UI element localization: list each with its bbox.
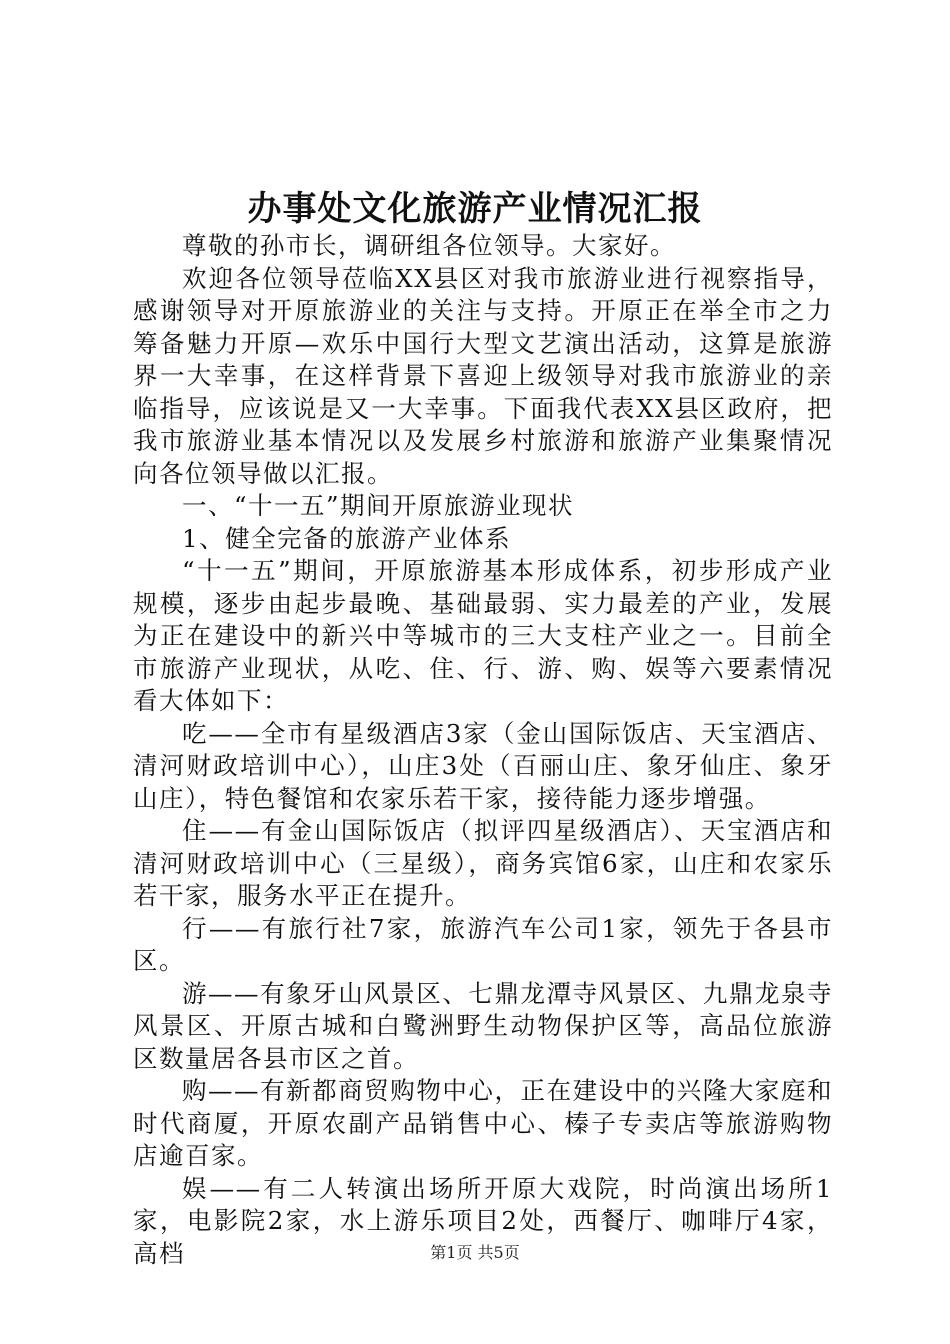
page-footer: 第1页 共5页 (430, 1243, 520, 1262)
document-body (133, 230, 833, 1270)
paragraph-entertainment: 娱——有二人转演出场所开原大戏院，时尚演出场所1家，电影院2家，水上游乐项目2处，西餐厅、咖啡厅4家，高档 (133, 1173, 833, 1268)
paragraph-stay: 住——有金山国际饭店（拟评四星级酒店）、天宝酒店和清河财政培训中心（三星级），商务宾馆6家，山庄和农家乐若干家，服务水平正在提升。 (133, 816, 833, 910)
paragraph-greeting: 尊敬的孙市长，调研组各位领导。大家好。 (182, 231, 676, 260)
paragraph-travel: 行——有旅行社7家，旅游汽车公司1家，领先于各县市区。 (133, 913, 833, 975)
document-title: 办事处文化旅游产业情况汇报 (247, 189, 703, 229)
section-heading-1: 一、“十一五”期间开原旅游业现状 (182, 491, 575, 520)
paragraph-tour: 游——有象牙山风景区、七鼎龙潭寺风景区、九鼎龙泉寺风景区、开原古城和白鹭洲野生动物保护区等，高品位旅游区数量居各县市区之首。 (133, 978, 833, 1073)
paragraph-overview: “十一五”期间，开原旅游基本形成体系，初步形成产业规模，逐步由起步最晚、基础最弱、实力最差的产业，发展为正在建设中的新兴中等城市的三大支柱产业之一。目前全市旅游产业现状，从吃、住、行、游、购、娱等六要素情况看大体如下： (133, 556, 833, 715)
paragraph-eat: 吃——全市有星级酒店3家（金山国际饭店、天宝酒店、清河财政培训中心），山庄3处（百丽山庄、象牙仙庄、象牙山庄），特色餐馆和农家乐若干家，接待能力逐步增强。 (133, 718, 833, 813)
paragraph-welcome: 欢迎各位领导莅临XX县区对我市旅游业进行视察指导，感谢领导对开原旅游业的关注与支持。开原正在举全市之力筹备魅力开原—欢乐中国行大型文艺演出活动，这算是旅游界一大幸事，在这样背景下喜迎上级领导对我市旅游业的亲临指导，应该说是又一大幸事。下面我代表XX县区政府，把我市旅游业基本情况以及发展乡村旅游和旅游产业集聚情况向各位领导做以汇报。 (133, 263, 833, 488)
subsection-heading-1: 1、健全完备的旅游产业体系 (182, 523, 512, 553)
paragraph-shop: 购——有新都商贸购物中心，正在建设中的兴隆大家庭和时代商厦，开原农副产品销售中心、榛子专卖店等旅游购物店逾百家。 (133, 1076, 833, 1170)
